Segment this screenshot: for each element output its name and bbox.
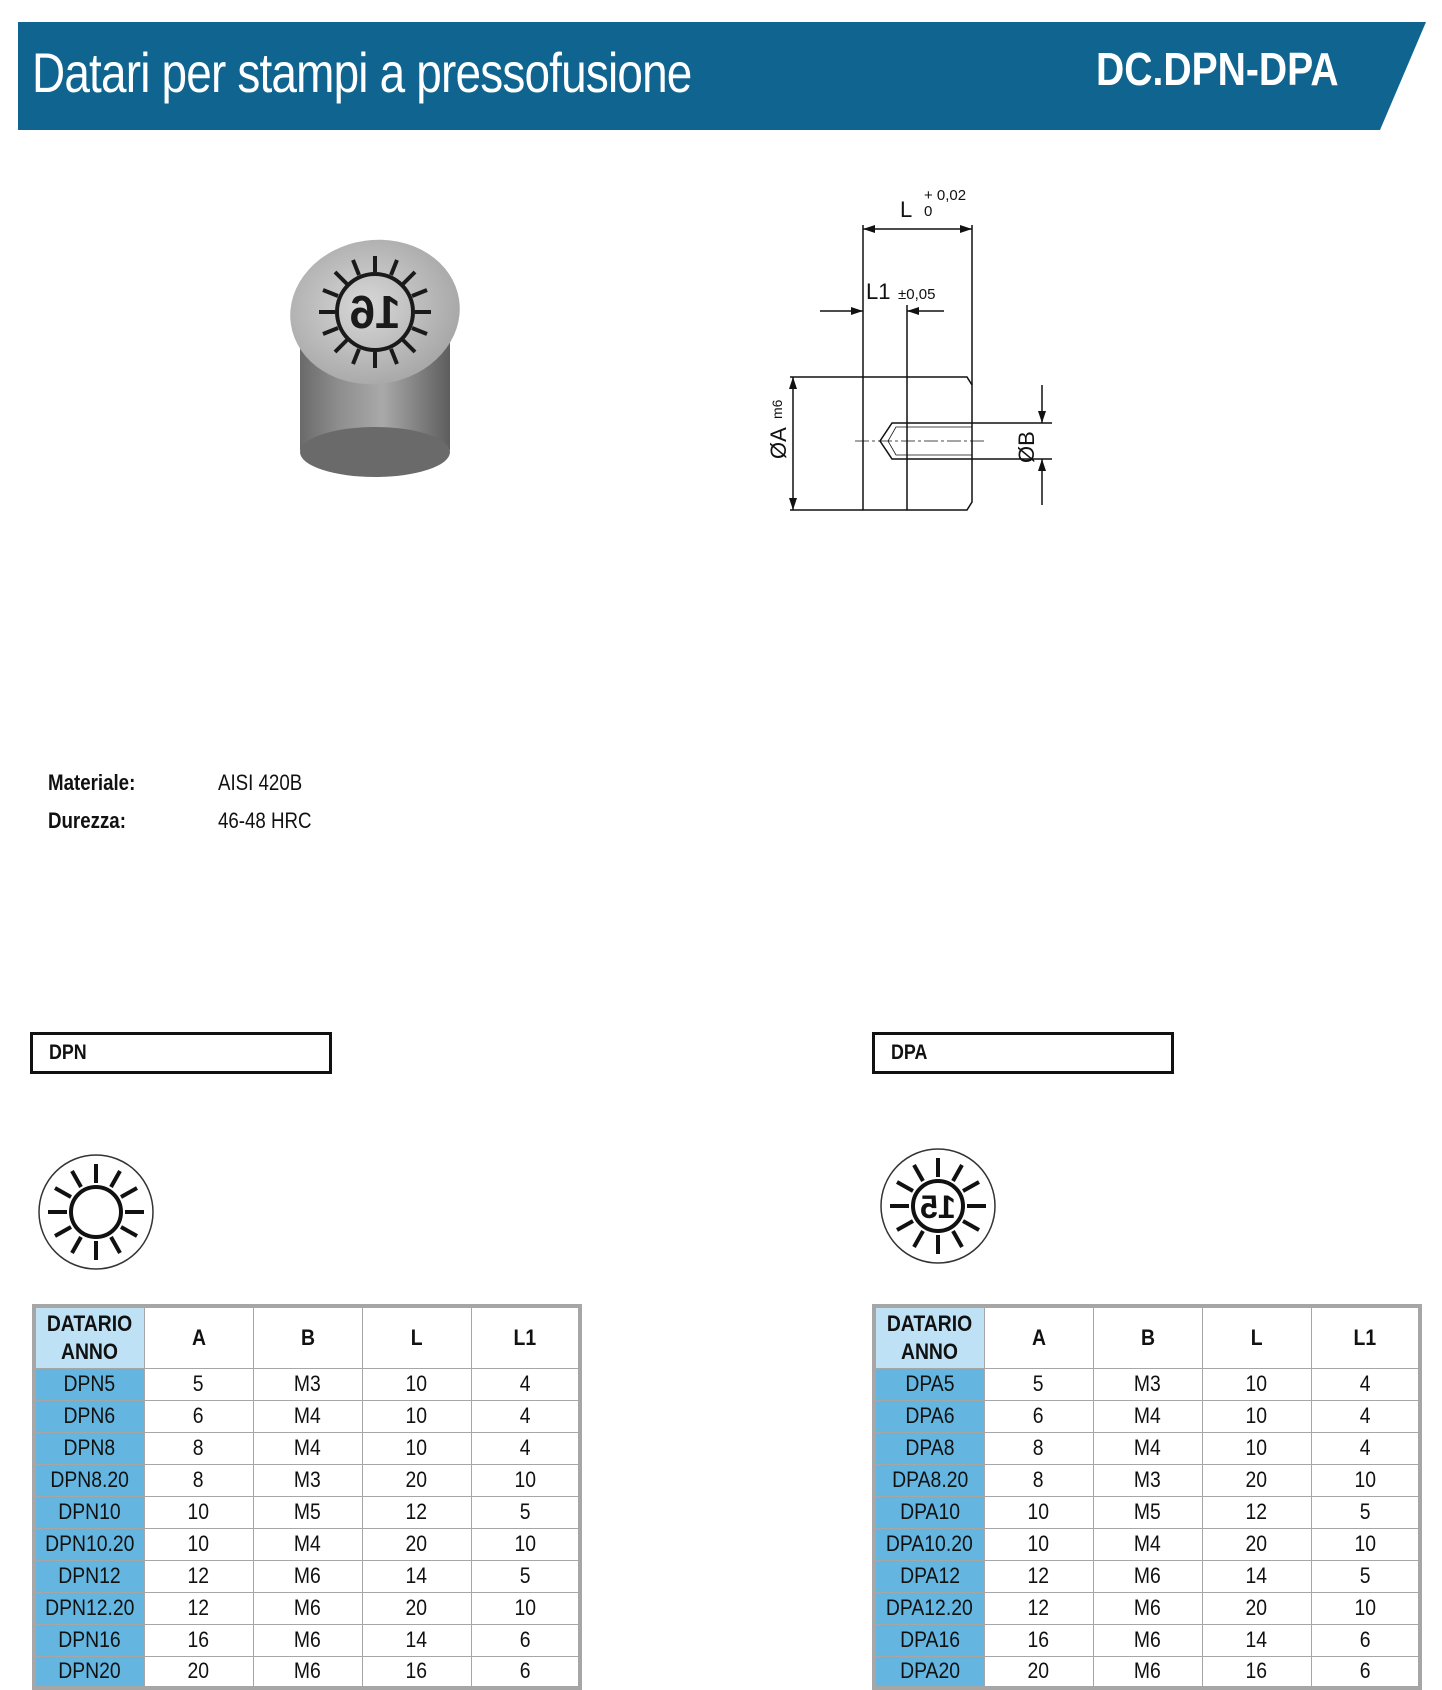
table-cell: 5 <box>471 1560 580 1592</box>
table-cell: M5 <box>253 1496 362 1528</box>
table-cell: 5 <box>471 1496 580 1528</box>
row-code-cell: DPN12 <box>34 1560 144 1592</box>
table-cell: 6 <box>471 1624 580 1656</box>
table-cell: 8 <box>984 1464 1093 1496</box>
table-cell: 10 <box>362 1368 471 1400</box>
row-code-cell: DPN10.20 <box>34 1528 144 1560</box>
row-code-cell: DPN6 <box>34 1400 144 1432</box>
table-cell: 20 <box>144 1656 253 1688</box>
table-cell: 16 <box>1202 1656 1311 1688</box>
table-cell: 14 <box>1202 1560 1311 1592</box>
dpa-table <box>872 1304 1422 1690</box>
col-header: B <box>253 1306 362 1368</box>
table-cell: 20 <box>1202 1592 1311 1624</box>
table-row <box>874 1432 1420 1464</box>
row-code-cell: DPA12 <box>874 1560 984 1592</box>
table-cell: M3 <box>253 1464 362 1496</box>
col-header: L <box>362 1306 471 1368</box>
table-cell: 12 <box>1202 1496 1311 1528</box>
product-photo <box>290 250 490 490</box>
table-cell: M4 <box>1093 1432 1202 1464</box>
table-cell: 16 <box>144 1624 253 1656</box>
table-cell: M3 <box>1093 1464 1202 1496</box>
table-cell: M6 <box>1093 1624 1202 1656</box>
table-row <box>874 1592 1420 1624</box>
table-row <box>874 1624 1420 1656</box>
row-code-cell: DPA8.20 <box>874 1464 984 1496</box>
table-cell: 10 <box>471 1592 580 1624</box>
header-banner <box>18 22 1426 130</box>
row-code-cell: DPN12.20 <box>34 1592 144 1624</box>
table-cell: 4 <box>471 1432 580 1464</box>
table-cell: 5 <box>1311 1560 1420 1592</box>
table-cell: M4 <box>253 1528 362 1560</box>
row-code-cell: DPN16 <box>34 1624 144 1656</box>
dim-L-tol-lower: 0 <box>924 203 933 220</box>
col-header: L1 <box>471 1306 580 1368</box>
row-code-cell: DPA16 <box>874 1624 984 1656</box>
table-cell: 12 <box>984 1592 1093 1624</box>
table-cell: 12 <box>144 1592 253 1624</box>
col-header: A <box>984 1306 1093 1368</box>
row-code-cell: DPN8 <box>34 1432 144 1464</box>
table-cell: M4 <box>253 1432 362 1464</box>
table-row <box>34 1432 580 1464</box>
table-cell: 8 <box>144 1464 253 1496</box>
spec-hardness <box>48 808 312 834</box>
technical-drawing <box>766 187 1140 575</box>
table-cell: 10 <box>1311 1528 1420 1560</box>
table-cell: 4 <box>1311 1400 1420 1432</box>
table-row <box>34 1560 580 1592</box>
table-row <box>874 1528 1420 1560</box>
table-row <box>34 1592 580 1624</box>
dim-L1-label: L1 <box>866 279 891 304</box>
section-label-dpa: DPA <box>872 1032 1174 1074</box>
row-code-cell: DPA10.20 <box>874 1528 984 1560</box>
dim-B-label: ØB <box>1014 431 1039 463</box>
table-cell: M3 <box>1093 1368 1202 1400</box>
table-cell: 6 <box>471 1656 580 1688</box>
table-cell: M6 <box>253 1624 362 1656</box>
table-cell: M6 <box>1093 1656 1202 1688</box>
dpn-table <box>32 1304 582 1690</box>
table-cell: 10 <box>144 1528 253 1560</box>
table-cell: 12 <box>984 1560 1093 1592</box>
table-row <box>34 1464 580 1496</box>
table-cell: 10 <box>984 1528 1093 1560</box>
table-cell: 14 <box>362 1624 471 1656</box>
table-cell: 14 <box>1202 1624 1311 1656</box>
dpn-date-symbol <box>36 1152 156 1272</box>
table-row <box>34 1400 580 1432</box>
row-code-cell: DPN20 <box>34 1656 144 1688</box>
table-row <box>34 1496 580 1528</box>
table-row <box>34 1624 580 1656</box>
row-code-cell: DPN5 <box>34 1368 144 1400</box>
col-header: DATARIO ANNO <box>874 1306 984 1368</box>
dpa-date-symbol <box>878 1146 998 1266</box>
row-code-cell: DPA20 <box>874 1656 984 1688</box>
table-cell: 10 <box>362 1400 471 1432</box>
table-cell: 20 <box>984 1656 1093 1688</box>
table-cell: 20 <box>362 1528 471 1560</box>
table-cell: 8 <box>984 1432 1093 1464</box>
table-cell: 20 <box>1202 1528 1311 1560</box>
table-cell: M6 <box>1093 1560 1202 1592</box>
table-row <box>874 1496 1420 1528</box>
spec-value: 46-48 HRC <box>218 808 312 833</box>
col-header: B <box>1093 1306 1202 1368</box>
table-cell: 12 <box>362 1496 471 1528</box>
row-code-cell: DPN8.20 <box>34 1464 144 1496</box>
spec-key: Materiale: <box>48 770 136 795</box>
table-cell: 16 <box>984 1624 1093 1656</box>
table-row <box>34 1368 580 1400</box>
table-cell: 5 <box>1311 1496 1420 1528</box>
table-header-row <box>874 1306 1420 1368</box>
row-code-cell: DPA6 <box>874 1400 984 1432</box>
dim-A-fit: m6 <box>769 399 785 419</box>
product-code: DC.DPN-DPA <box>1096 43 1339 95</box>
table-cell: M6 <box>253 1592 362 1624</box>
table-row <box>874 1400 1420 1432</box>
table-row <box>34 1528 580 1560</box>
table-cell: M6 <box>253 1560 362 1592</box>
dim-L-tol-upper: + 0,02 <box>924 187 967 204</box>
table-cell: M4 <box>1093 1528 1202 1560</box>
col-header: L <box>1202 1306 1311 1368</box>
table-cell: 6 <box>144 1400 253 1432</box>
table-row <box>874 1464 1420 1496</box>
table-cell: 10 <box>1311 1592 1420 1624</box>
table-cell: 10 <box>1202 1432 1311 1464</box>
table-cell: 10 <box>471 1464 580 1496</box>
table-cell: 5 <box>144 1368 253 1400</box>
table-cell: 10 <box>1202 1400 1311 1432</box>
table-cell: M6 <box>253 1656 362 1688</box>
table-cell: 10 <box>144 1496 253 1528</box>
table-row <box>874 1368 1420 1400</box>
table-cell: M4 <box>253 1400 362 1432</box>
table-cell: 6 <box>1311 1656 1420 1688</box>
row-code-cell: DPA8 <box>874 1432 984 1464</box>
col-header: DATARIO ANNO <box>34 1306 144 1368</box>
table-cell: 10 <box>1311 1464 1420 1496</box>
table-cell: 5 <box>984 1368 1093 1400</box>
table-header-row <box>34 1306 580 1368</box>
table-cell: M3 <box>253 1368 362 1400</box>
dim-L-label: L <box>900 197 913 222</box>
spec-key: Durezza: <box>48 808 126 833</box>
table-cell: 10 <box>471 1528 580 1560</box>
table-row <box>874 1656 1420 1688</box>
table-cell: 4 <box>1311 1432 1420 1464</box>
page-title: Datari per stampi a pressofusione <box>32 41 692 104</box>
row-code-cell: DPA10 <box>874 1496 984 1528</box>
table-cell: M6 <box>1093 1592 1202 1624</box>
table-cell: 20 <box>1202 1464 1311 1496</box>
table-cell: 4 <box>471 1400 580 1432</box>
table-cell: 10 <box>362 1432 471 1464</box>
section-label-dpn: DPN <box>30 1032 332 1074</box>
stamp-number: 16 <box>349 286 401 338</box>
table-cell: M5 <box>1093 1496 1202 1528</box>
table-row <box>874 1560 1420 1592</box>
table-row <box>34 1656 580 1688</box>
table-cell: 6 <box>984 1400 1093 1432</box>
table-cell: 12 <box>144 1560 253 1592</box>
table-cell: 14 <box>362 1560 471 1592</box>
dim-A-label: ØA <box>766 427 791 459</box>
spec-material <box>48 770 302 796</box>
dim-L1-tol: ±0,05 <box>898 286 936 303</box>
table-cell: 8 <box>144 1432 253 1464</box>
spec-value: AISI 420B <box>218 770 303 795</box>
col-header: A <box>144 1306 253 1368</box>
row-code-cell: DPA12.20 <box>874 1592 984 1624</box>
table-cell: 4 <box>471 1368 580 1400</box>
table-cell: 20 <box>362 1464 471 1496</box>
table-cell: 4 <box>1311 1368 1420 1400</box>
row-code-cell: DPA5 <box>874 1368 984 1400</box>
row-code-cell: DPN10 <box>34 1496 144 1528</box>
col-header: L1 <box>1311 1306 1420 1368</box>
table-cell: 20 <box>362 1592 471 1624</box>
table-cell: 6 <box>1311 1624 1420 1656</box>
table-cell: 10 <box>984 1496 1093 1528</box>
table-cell: M4 <box>1093 1400 1202 1432</box>
table-cell: 16 <box>362 1656 471 1688</box>
dpa-symbol-number: 15 <box>920 1189 956 1225</box>
table-cell: 10 <box>1202 1368 1311 1400</box>
